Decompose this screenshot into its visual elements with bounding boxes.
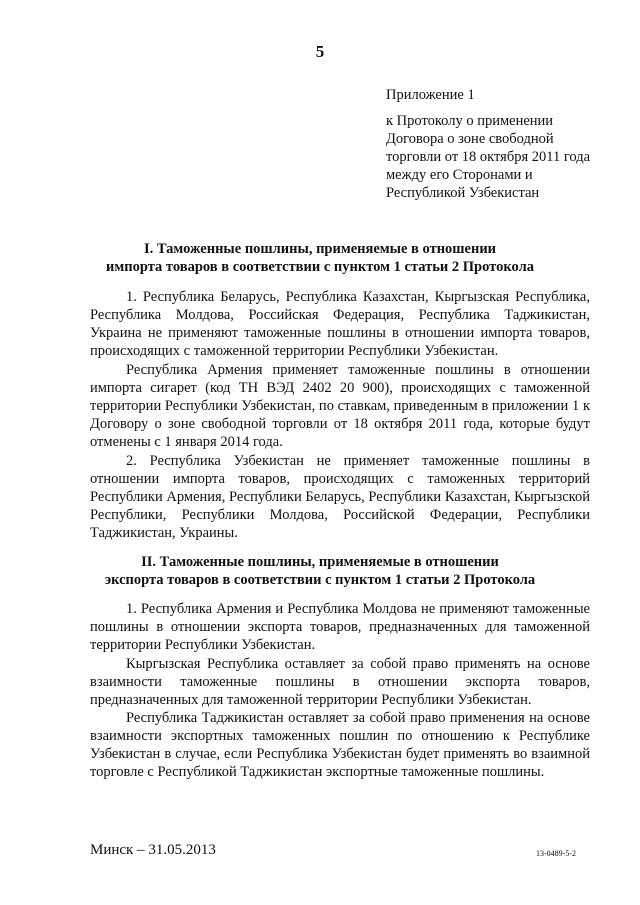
- page-number: 5: [315, 42, 325, 61]
- appendix-title: Приложение 1: [386, 87, 475, 103]
- section1-heading-line1: I. Таможенные пошлины, применяемые в отношении: [143, 241, 497, 257]
- section2-paragraph-3: Республика Таджикистан оставляет за собой право применения на основе взаимности экспортных таможенных пошлин по отношению к Республике Узбекистан в случае, если Республика Узбекистан будет применять во взаимной торговле с Республикой Таджикистан экспортные таможенные пошлины.: [90, 710, 590, 780]
- section2-paragraph-1: 1. Республика Армения и Республика Молдова не применяют таможенные пошлины в отношении экспорта товаров, предназначенных для таможенной территории Республики Узбекистан.: [90, 601, 590, 653]
- section2-heading: [0, 553, 640, 589]
- section2-heading-line1: II. Таможенные пошлины, применяемые в отношении: [141, 554, 499, 570]
- section2-paragraph-2: Кыргызская Республика оставляет за собой право применять на основе взаимности таможенные пошлины в отношении экспорта товаров, предназначенных для таможенной территории Республики Узбекистан.: [90, 656, 590, 708]
- appendix-line: между его Сторонами и: [386, 167, 533, 183]
- footer-place-date: Минск – 31.05.2013: [90, 842, 216, 858]
- section1-paragraph-1: 1. Республика Беларусь, Республика Казахстан, Кыргызская Республика, Республика Молдова, Российская Федерация, Республика Таджикистан, Украина не применяют таможенные пошлины в отношении импорта товаров, происходящих с таможенной территории Республики Узбекистан.: [90, 289, 590, 359]
- section1-heading-line2: импорта товаров в соответствии с пунктом 1 статьи 2 Протокола: [106, 259, 534, 275]
- section1-heading: [0, 240, 640, 276]
- section1-paragraph-3: 2. Республика Узбекистан не применяет таможенные пошлины в отношении импорта товаров, происходящих с таможенных территорий Республики Армения, Республики Беларусь, Республики Казахстан, Кыргызской Республики, Республики Молдова, Российской Федерации, Республики Таджикистан, Украины.: [90, 453, 590, 541]
- section1-paragraph-2: Республика Армения применяет таможенные пошлины в отношении импорта сигарет (код ТН ВЭД 2402 20 900), происходящих с таможенной территории Республики Узбекистан, по ставкам, приведенным в приложении 1 к Договору о зоне свободной торговли от 18 октября 2011 года, которые будут отменены с 1 января 2014 года.: [90, 362, 590, 450]
- appendix-line: Республикой Узбекистан: [386, 185, 540, 201]
- footer-code: 13-0489-5-2: [536, 849, 576, 858]
- section2-heading-line2: экспорта товаров в соответствии с пунктом 1 статьи 2 Протокола: [104, 572, 536, 588]
- appendix-line: к Протоколу о применении: [386, 113, 554, 129]
- appendix-line: Договора о зоне свободной: [386, 131, 554, 147]
- appendix-block: [386, 86, 590, 202]
- appendix-line: торговли от 18 октября 2011 года: [386, 149, 591, 165]
